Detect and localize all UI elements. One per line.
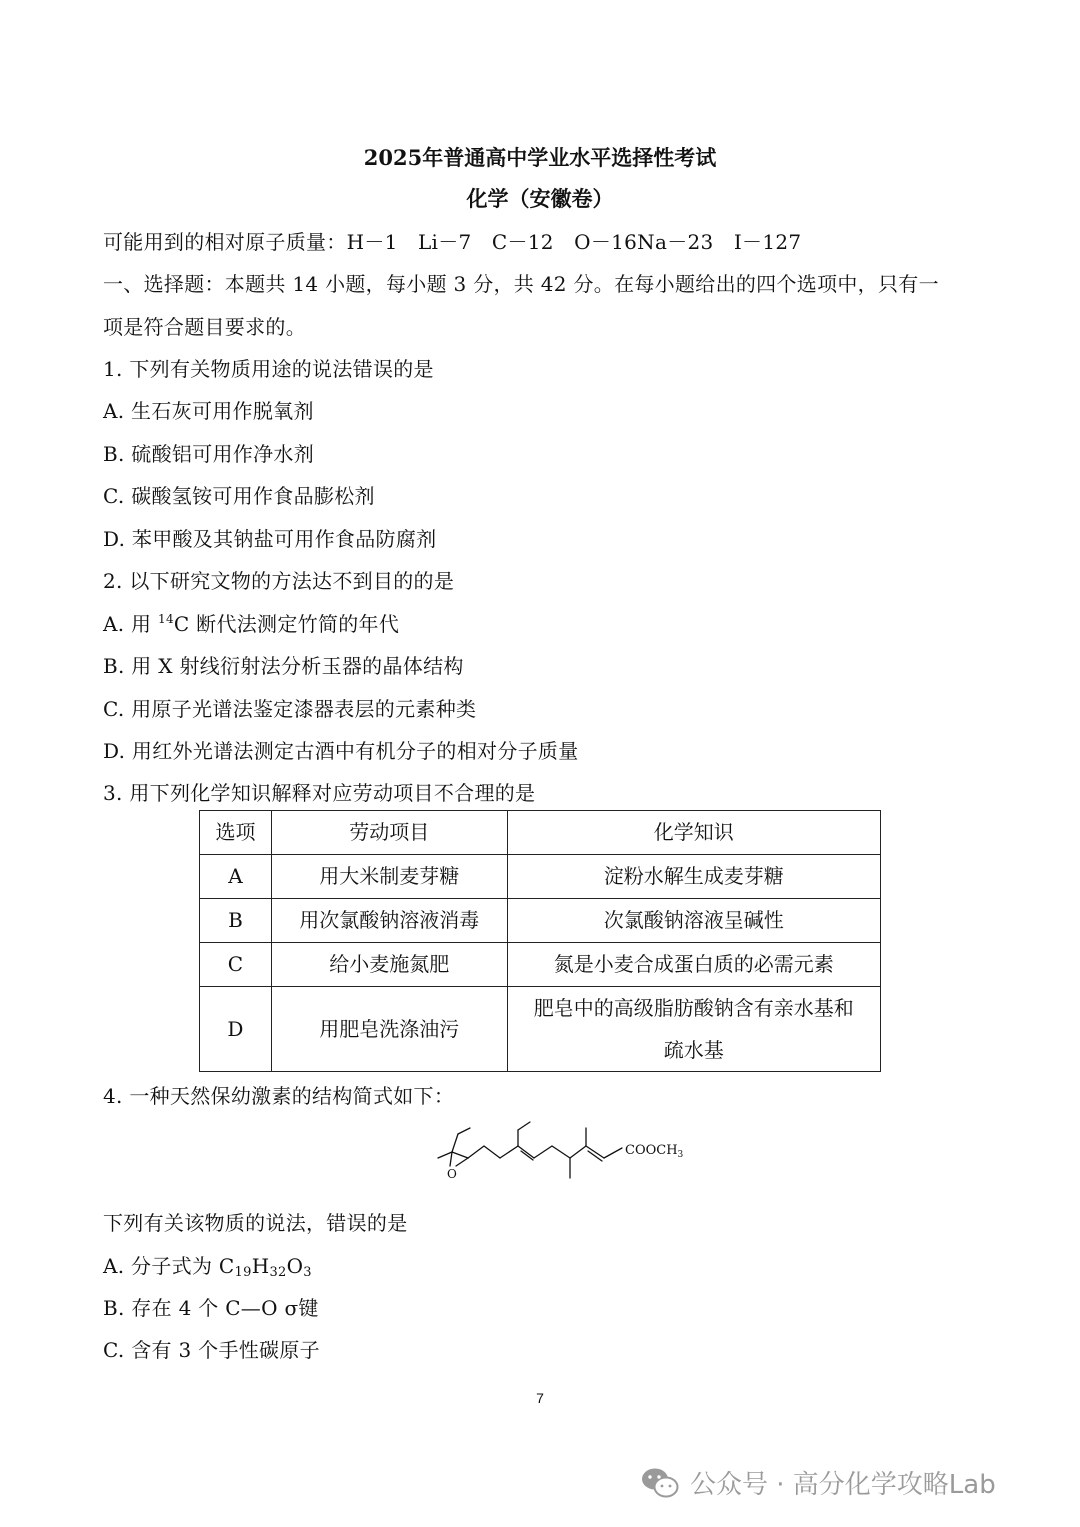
table-row xyxy=(200,943,881,987)
table-cell: 用大米制麦芽糖 xyxy=(271,855,507,899)
page-number: 7 xyxy=(536,1390,544,1406)
table-row xyxy=(200,855,881,899)
ester-subscript: 3 xyxy=(677,1150,684,1160)
table-cell: 次氯酸钠溶液呈碱性 xyxy=(507,899,880,943)
subscript: 32 xyxy=(269,1265,287,1280)
exam-title: 2025年普通高中学业水平选择性考试 xyxy=(363,145,717,170)
q3-stem: 3. 用下列化学知识解释对应劳动项目不合理的是 xyxy=(103,781,536,805)
table-cell: 氮是小麦合成蛋白质的必需元素 xyxy=(507,943,880,987)
q3-table xyxy=(199,810,881,1072)
q2-option-a-rest: C 断代法测定竹简的年代 xyxy=(173,612,400,636)
bond xyxy=(458,1128,470,1134)
epoxide-oxygen-label: O xyxy=(447,1167,457,1181)
table-row xyxy=(200,899,881,943)
watermark xyxy=(640,1464,996,1501)
table-cell: B xyxy=(200,899,272,943)
table-header-cell: 选项 xyxy=(200,811,272,855)
table-header-cell: 劳动项目 xyxy=(271,811,507,855)
table-cell: A xyxy=(200,855,272,899)
bond xyxy=(534,1146,552,1158)
isotope-mass-number: 14 xyxy=(158,612,174,626)
q4-option-b: B. 存在 4 个 C—O σ键 xyxy=(103,1296,319,1320)
table-cell: 用肥皂洗涤油污 xyxy=(271,987,507,1072)
wechat-icon xyxy=(640,1466,680,1500)
exam-subtitle: 化学（安徽卷） xyxy=(466,186,614,211)
table-cell: C xyxy=(200,943,272,987)
bond xyxy=(452,1134,458,1152)
section-instruction-line2: 项是符合题目要求的。 xyxy=(103,315,306,339)
bond xyxy=(604,1148,622,1158)
table-cell: 给小麦施氮肥 xyxy=(271,943,507,987)
q4-a-h: H xyxy=(251,1254,270,1278)
table-header-row xyxy=(200,811,881,855)
bond xyxy=(468,1146,484,1158)
bond xyxy=(438,1152,452,1158)
q1-option-c: C. 碳酸氢铵可用作食品膨松剂 xyxy=(103,484,375,508)
q1-option-d: D. 苯甲酸及其钠盐可用作食品防腐剂 xyxy=(103,527,437,551)
juvenile-hormone-structure xyxy=(430,1118,710,1188)
ester-text: COOCH xyxy=(625,1143,678,1158)
watermark-text: 公众号 · 高分化学攻略Lab xyxy=(690,1470,996,1500)
q4-stem: 4. 一种天然保幼激素的结构简式如下： xyxy=(103,1084,455,1108)
q2-option-a xyxy=(103,608,399,637)
table-cell-line: 肥皂中的高级脂肪酸钠含有亲水基和 xyxy=(533,996,854,1020)
q4-a-prefix: A. 分子式为 C xyxy=(103,1254,235,1278)
table-cell xyxy=(507,987,880,1072)
q1-stem: 1. 下列有关物质用途的说法错误的是 xyxy=(103,357,434,381)
q4-a-o: O xyxy=(286,1254,304,1278)
table-cell-line: 疏水基 xyxy=(663,1038,724,1062)
table-header-cell: 化学知识 xyxy=(507,811,880,855)
bond xyxy=(570,1146,586,1158)
ester-group-label xyxy=(625,1143,684,1160)
q2-option-d: D. 用红外光谱法测定古酒中有机分子的相对分子质量 xyxy=(103,739,579,763)
bond xyxy=(456,1158,468,1166)
bond xyxy=(518,1146,534,1158)
q2-option-c: C. 用原子光谱法鉴定漆器表层的元素种类 xyxy=(103,697,477,721)
bond xyxy=(450,1152,452,1166)
table-cell: D xyxy=(200,987,272,1072)
section-instruction-line1: 一、选择题：本题共 14 小题，每小题 3 分，共 42 分。在每小题给出的四个选项中，只有一 xyxy=(103,272,939,296)
bond xyxy=(484,1146,500,1158)
table-cell: 用次氯酸钠溶液消毒 xyxy=(271,899,507,943)
subscript: 3 xyxy=(303,1265,312,1280)
q4-question: 下列有关该物质的说法，错误的是 xyxy=(103,1211,408,1235)
bond xyxy=(518,1122,530,1130)
q2-stem: 2. 以下研究文物的方法达不到目的的是 xyxy=(103,569,455,593)
q2-option-a-prefix: A. 用 xyxy=(103,612,159,636)
q1-option-a: A. 生石灰可用作脱氧剂 xyxy=(103,399,314,423)
bond xyxy=(500,1146,518,1158)
q2-option-b: B. 用 X 射线衍射法分析玉器的晶体结构 xyxy=(103,654,464,678)
q1-option-b: B. 硫酸铝可用作净水剂 xyxy=(103,442,315,466)
bond xyxy=(452,1152,468,1158)
table-cell: 淀粉水解生成麦芽糖 xyxy=(507,855,880,899)
table-row xyxy=(200,987,881,1072)
subscript: 19 xyxy=(234,1265,252,1280)
bond xyxy=(552,1146,570,1158)
atomic-masses: 可能用到的相对原子质量：H－1 Li－7 C－12 O－16Na－23 I－127 xyxy=(103,230,802,254)
q4-option-a xyxy=(103,1250,312,1280)
q4-option-c: C. 含有 3 个手性碳原子 xyxy=(103,1338,320,1362)
